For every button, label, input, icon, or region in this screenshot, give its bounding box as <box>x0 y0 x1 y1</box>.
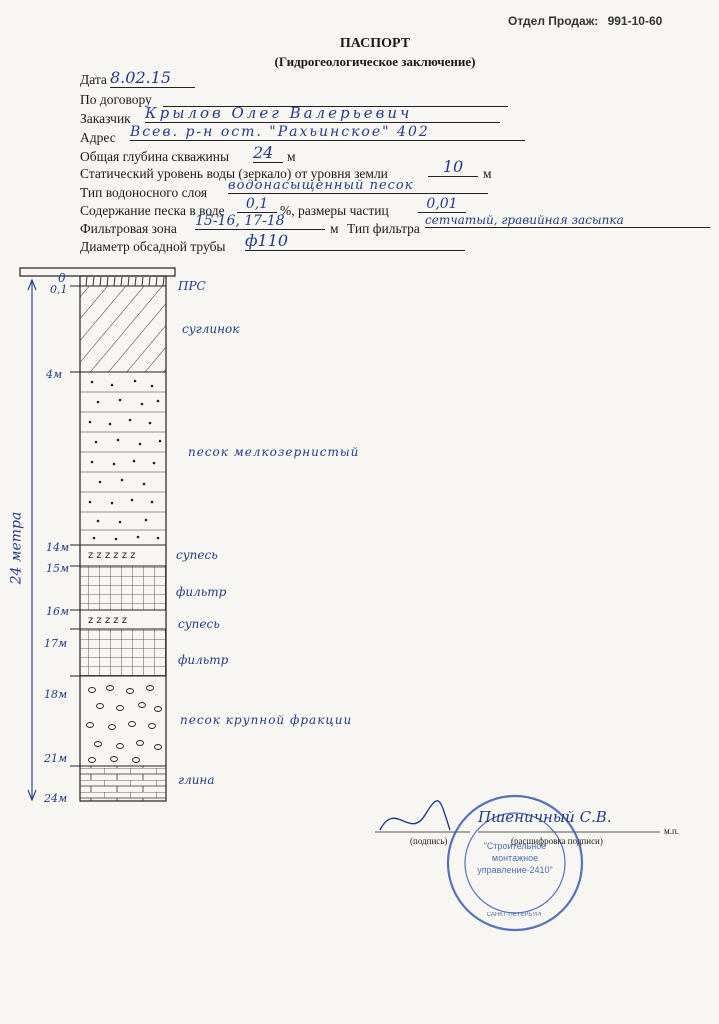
customer-label: Заказчик <box>80 111 131 126</box>
total-depth-label: Общая глубина скважины <box>80 149 230 164</box>
filter-zone-unit: м <box>330 221 339 236</box>
stamp-line: "Строительное <box>483 841 547 851</box>
stamp-text <box>470 840 560 876</box>
particle-size-value: 0,01 <box>418 196 466 213</box>
layer-name: суглинок <box>182 322 240 336</box>
layer-name: фильтр <box>178 653 229 667</box>
layer-name: глина <box>178 773 215 787</box>
layer-name: фильтр <box>176 585 227 599</box>
depth-label: 0,1 <box>50 283 68 296</box>
sales-phone: 991-10-60 <box>607 14 663 28</box>
depth-label: 24м <box>44 792 68 805</box>
static-level-unit: м <box>483 166 492 181</box>
customer-value: Крылов Олег Валерьевич <box>145 104 500 123</box>
depth-label: 21м <box>44 752 68 765</box>
total-depth-value: 24 <box>253 143 283 163</box>
date-value: 8.02.15 <box>110 68 195 88</box>
aquifer-type-value: водонасыщенный песок <box>228 178 488 194</box>
signature-name: Пшеничный С.В. <box>478 808 612 826</box>
svg-text:z z z z z z: z z z z z z <box>88 550 136 561</box>
depth-label: 16м <box>46 605 70 618</box>
filter-type-label: Тип фильтра <box>347 221 420 236</box>
page-title: ПАСПОРТ <box>339 36 411 51</box>
sand-content-label: Содержание песка в воде <box>80 203 225 218</box>
stamp-city: САНКТ-ПЕТЕРБУРГ <box>486 912 544 918</box>
casing-diameter-value: ф110 <box>245 231 465 251</box>
stamp-line: монтажное <box>491 853 539 863</box>
address-label: Адрес <box>80 130 116 145</box>
filter-zone-label: Фильтровая зона <box>80 221 177 236</box>
sand-content-unit: %, размеры частиц <box>280 203 389 218</box>
signature-decode-caption: (расшифровка подписи) <box>511 836 603 846</box>
sand-content-value: 0,1 <box>237 196 277 213</box>
layer-name: песок мелкозернистый <box>188 445 360 459</box>
filter-zone-value: 15-16, 17-18 <box>195 213 325 230</box>
log-top-mark: 0 <box>58 271 66 285</box>
contract-label: По договору <box>80 92 152 107</box>
address-value: Всев. р-н ост. "Рахьинское" 402 <box>130 124 525 141</box>
depth-label: 18м <box>44 688 68 701</box>
sales-dept-text: Отдел Продаж: <box>508 14 599 28</box>
static-level-label: Статический уровень воды (зеркало) от уровня земли <box>80 166 388 181</box>
static-level-value: 10 <box>428 157 478 177</box>
depth-label: 14м <box>46 541 70 554</box>
layer-name: песок крупной фракции <box>180 713 353 727</box>
svg-text:z z z z z: z z z z z <box>88 615 127 626</box>
layer-name: ПРС <box>178 279 206 293</box>
mp-label: м.п. <box>664 826 680 836</box>
depth-label: 15м <box>46 562 70 575</box>
total-depth-unit: м <box>287 149 296 164</box>
casing-diameter-label: Диаметр обсадной трубы <box>80 239 226 254</box>
layer-name: супесь <box>176 548 218 562</box>
depth-label: 17м <box>44 637 68 650</box>
log-vertical-label: 24 метра <box>8 511 25 585</box>
filter-type-value: сетчатый, гравийная засыпка <box>425 213 710 228</box>
date-label: Дата <box>80 72 107 87</box>
stamp-line: управление-2410" <box>477 865 553 875</box>
depth-label: 4м <box>46 368 63 381</box>
signature-caption: (подпись) <box>410 836 448 846</box>
page-subtitle: (Гидрогеологическое заключение) <box>274 54 476 69</box>
layer-name: супесь <box>178 617 220 631</box>
aquifer-type-label: Тип водоносного слоя <box>80 185 208 200</box>
